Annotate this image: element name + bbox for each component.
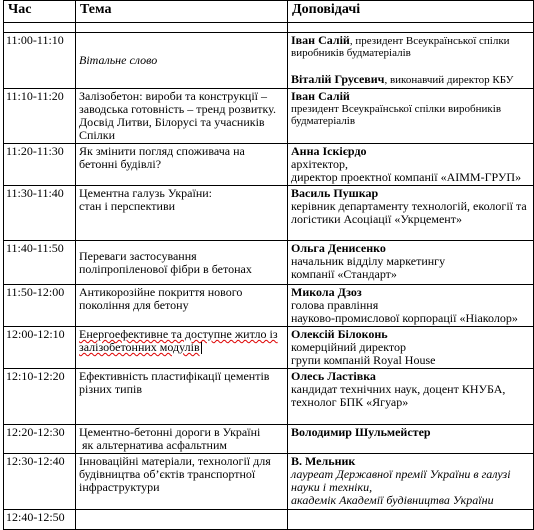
time-cell: 11:10-11:20 <box>4 89 76 144</box>
topic-text: Вітальне слово <box>79 53 158 67</box>
speaker-name: Олексій Білоконь <box>291 327 388 341</box>
time-cell: 12:30-12:40 <box>4 454 76 510</box>
speaker-role: кандидат технічних наук, доцент КНУБА, <box>291 382 506 396</box>
time-cell: 12:40-12:50 <box>4 510 76 530</box>
topic-text: Цементно-бетонні дороги в Україні <box>79 425 261 439</box>
table-row <box>4 241 534 285</box>
time-cell: 12:20-12:30 <box>4 425 76 454</box>
table-row <box>4 369 534 425</box>
speakers-cell <box>288 327 534 369</box>
topic-text: стан і перспективи <box>79 199 176 213</box>
speaker-role: компанії «Стандарт» <box>291 267 397 281</box>
speaker-role: голова правління <box>291 298 379 312</box>
speaker-role: директор проектної компанії «АІММ-ГРУП» <box>291 170 522 184</box>
speaker-name: Анна Іскієрдо <box>291 144 367 158</box>
time-cell: 11:50-12:00 <box>4 285 76 327</box>
topic-text: Енергоефективне та доступне житло із залізобетонних модулів <box>79 327 278 354</box>
speakers-cell <box>288 285 534 327</box>
topic-cell: Переваги застосування поліпропіленової фібри в бетонах <box>76 241 288 285</box>
speakers-cell <box>288 454 534 510</box>
time-cell: 11:00-11:10 <box>4 33 76 89</box>
speaker-role: президент Всеукраїнської спілки виробників будматеріалів <box>291 103 502 127</box>
topic-cell <box>76 327 288 369</box>
header-time: Час <box>4 1 76 23</box>
topic-cell <box>76 186 288 241</box>
table-header-row <box>4 1 534 23</box>
speaker-name: Ольга Денисенко <box>291 241 386 255</box>
speaker-role: , президент Всеукраїнської спілки виробників будматеріалів <box>291 35 510 59</box>
table-row <box>4 327 534 369</box>
text-cursor <box>201 342 202 354</box>
speaker-role: начальник відділу маркетингу <box>291 254 446 268</box>
table-row <box>4 89 534 144</box>
speakers-cell <box>288 144 534 186</box>
speaker-name: В. Мельник <box>291 454 356 468</box>
topic-cell: Інноваційні матеріали, технології для будівництва об’єктів транспортної інфраструктури <box>76 454 288 510</box>
speaker-name: Віталій Грусевич <box>291 72 385 86</box>
table-row <box>4 285 534 327</box>
topic-cell: Як змінити погляд споживача на бетонні будівлі? <box>76 144 288 186</box>
speaker-role: , виконавчий директор КБУ <box>384 74 514 86</box>
speakers-cell <box>288 241 534 285</box>
table-row-spacer <box>4 23 534 33</box>
topic-text: як альтернатива асфальтним <box>79 438 227 452</box>
topic-cell: Залізобетон: вироби та конструкції – заводська готовність – тренд розвитку. Досвід Литви, Білорусі та учасників Спілки <box>76 89 288 144</box>
header-topic: Тема <box>76 1 288 23</box>
speaker-name: Володимир Шульмейстер <box>291 425 431 439</box>
speaker-role: технолог БПК «Ягуар» <box>291 395 409 409</box>
time-cell: 12:10-12:20 <box>4 369 76 425</box>
speaker-role: академік Академії будівництва України <box>291 493 494 507</box>
speaker-role: групи компаній Royal House <box>291 353 436 367</box>
table-row <box>4 425 534 454</box>
speakers-cell <box>288 89 534 144</box>
speaker-role: науково-промислової корпорації «Ніаколор» <box>291 311 518 325</box>
table-row <box>4 33 534 89</box>
speaker-role: комерційний директор <box>291 340 406 354</box>
topic-text: Цементна галузь України: <box>79 186 212 200</box>
speaker-name: Іван Салій <box>291 33 350 47</box>
speakers-cell <box>288 186 534 241</box>
table-row <box>4 144 534 186</box>
time-cell: 11:20-11:30 <box>4 144 76 186</box>
topic-cell <box>76 425 288 454</box>
topic-cell <box>76 33 288 89</box>
topic-cell: Ефективність пластифікації цементів різних типів <box>76 369 288 425</box>
program-table <box>3 0 534 530</box>
speaker-name: Василь Пушкар <box>291 186 379 200</box>
speakers-cell <box>288 33 534 89</box>
table-row <box>4 510 534 530</box>
time-cell: 11:40-11:50 <box>4 241 76 285</box>
time-cell: 12:00-12:10 <box>4 327 76 369</box>
speaker-name: Микола Дзоз <box>291 285 362 299</box>
speaker-role: архітектор, <box>291 157 348 171</box>
speaker-name: Іван Салій <box>291 89 350 103</box>
speaker-role: лауреат Державної премії України в галузі науки і техніки, <box>291 467 511 494</box>
topic-cell: Антикорозійне покриття нового покоління для бетону <box>76 285 288 327</box>
header-speakers: Доповідачі <box>288 1 534 23</box>
speaker-name: Олесь Ластівка <box>291 369 376 383</box>
speakers-cell <box>288 369 534 425</box>
table-row <box>4 186 534 241</box>
speaker-role: керівник департаменту технологій, екології та логістики Асоціації «Укрцемент» <box>291 199 527 226</box>
table-row <box>4 454 534 510</box>
time-cell: 11:30-11:40 <box>4 186 76 241</box>
speakers-cell <box>288 425 534 454</box>
